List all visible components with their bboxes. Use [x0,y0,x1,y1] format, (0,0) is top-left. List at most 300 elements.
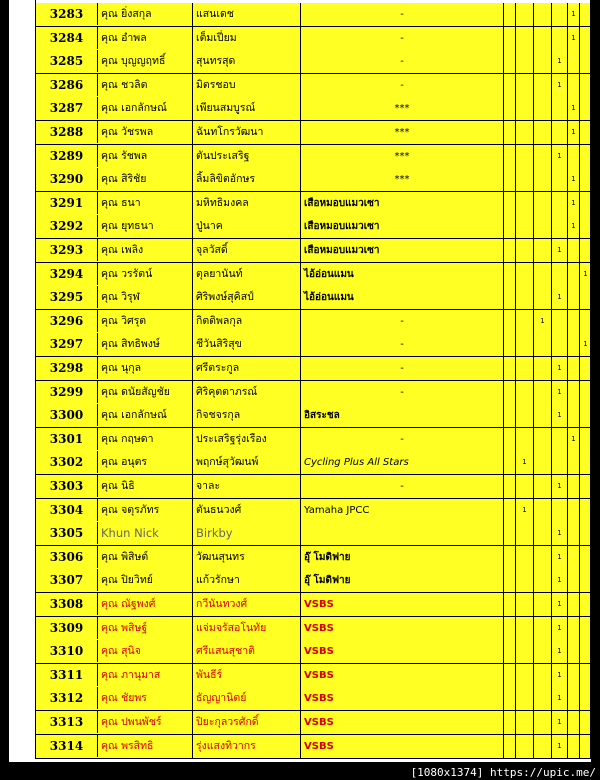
category-flag [579,381,591,404]
category-flag [503,569,515,592]
category-flag [503,381,515,404]
rider-first-name [97,50,192,72]
category-flag: 1 [533,310,551,333]
first-name: ภานุมาส [121,668,161,681]
team-name: - [300,74,503,97]
first-name: วิศรุต [121,314,147,327]
table-row [35,50,591,74]
category-flag [515,569,533,592]
team-name: - [300,475,503,498]
category-flag [533,546,551,569]
category-flag: 1 [567,97,579,120]
category-flag [503,640,515,663]
category-flag [567,74,579,97]
category-flag [551,428,567,451]
name-prefix: คุณ [101,220,122,233]
category-flag [533,286,551,309]
category-flag [579,617,591,640]
category-flag [567,333,579,356]
category-flag [503,735,515,758]
team-name: เสือหมอบแมวเซา [300,239,503,262]
name-prefix: คุณ [101,149,122,162]
category-flag [533,475,551,498]
table-row [35,404,591,428]
rider-number: 3294 [35,263,97,286]
team-name: VSBS [300,593,503,616]
category-flag [533,687,551,710]
rider-first-name [97,451,192,473]
sheet [9,0,591,762]
rider-first-name [97,617,192,639]
first-name: วัชรพล [121,126,154,138]
name-prefix: คุณ [101,385,122,398]
rider-number: 3291 [35,192,97,215]
category-flag [533,168,551,191]
team-name: VSBS [300,640,503,663]
name-prefix: คุณ [101,739,122,752]
category-flag [503,451,515,474]
team-name: Cycling Plus All Stars [300,451,503,474]
rider-last-name: ประเสริฐรุ่งเรือง [192,428,300,451]
team-name: - [300,310,503,333]
category-flag [533,145,551,168]
name-prefix: Khun [101,526,135,541]
category-flag [579,687,591,710]
category-flag [503,263,515,286]
rider-first-name [97,522,192,544]
category-flag [515,381,533,404]
name-prefix: คุณ [101,503,122,516]
category-flag: 1 [551,74,567,97]
category-flag [579,215,591,238]
team-name: - [300,381,503,404]
category-flag [567,687,579,710]
category-flag [579,404,591,427]
category-flag [533,569,551,592]
category-flag: 1 [567,27,579,50]
category-flag [533,593,551,616]
category-flag [567,451,579,474]
category-flag [503,593,515,616]
name-prefix: คุณ [101,668,122,681]
category-flag: 1 [551,381,567,404]
category-flag [533,404,551,427]
table-row [35,546,591,570]
team-name: - [300,357,503,380]
table-row [35,168,591,192]
category-flag [503,617,515,640]
category-flag [515,333,533,356]
team-name: ไอ้อ่อนแมน [300,286,503,309]
rider-last-name: ตันธนวงศ์ [192,499,300,522]
rider-last-name: แจ่มจรัสอโนทัย [192,617,300,640]
rider-first-name [97,687,192,709]
category-flag [567,404,579,427]
category-flag [567,640,579,663]
first-name: ชวลิต [121,78,148,91]
rider-first-name [97,168,192,190]
table-row [35,499,591,523]
category-flag [503,475,515,498]
rider-first-name [97,97,192,119]
rider-number: 3313 [35,711,97,734]
rider-last-name: เพียนสมบูรณ์ [192,97,300,120]
team-name: อุ๊ โมดิฟาย [300,569,503,592]
first-name: วิรุฬ [121,291,140,304]
category-flag [503,3,515,26]
category-flag [533,617,551,640]
table-row [35,617,591,641]
rider-first-name [97,3,192,25]
team-name: *** [300,97,503,120]
rider-last-name: ปิยะกุลวรศักดิ์ [192,711,300,734]
table-row [35,121,591,145]
name-prefix: คุณ [101,716,122,728]
rider-last-name: มิตรชอบ [192,74,300,97]
category-flag [515,735,533,758]
name-prefix: คุณ [101,291,122,304]
category-flag [533,3,551,26]
table-row [35,640,591,664]
team-name [300,522,503,545]
category-flag [533,50,551,73]
rider-number: 3297 [35,333,97,356]
name-prefix: คุณ [101,598,122,610]
category-flag [533,121,551,144]
rider-first-name [97,121,192,143]
category-flag [515,664,533,687]
category-flag [503,546,515,569]
category-flag [533,239,551,262]
rider-last-name: กิจชจรกุล [192,404,300,427]
table-row [35,664,591,688]
category-flag [515,121,533,144]
category-flag [579,168,591,191]
rider-last-name: เต็มเปี่ยม [192,27,300,50]
rider-number: 3284 [35,27,97,50]
category-flag [515,404,533,427]
first-name: ยุทธนา [121,220,154,233]
category-flag [503,168,515,191]
category-flag [503,192,515,215]
team-name: *** [300,145,503,168]
category-flag [579,593,591,616]
category-flag [503,664,515,687]
rider-first-name [97,593,192,615]
first-name: ยิ่งสกุล [121,8,152,20]
rider-number: 3304 [35,499,97,522]
category-flag: 1 [551,50,567,73]
table-row [35,145,591,169]
category-flag [515,215,533,238]
name-prefix: คุณ [101,102,122,115]
category-flag [551,215,567,238]
rider-number: 3288 [35,121,97,144]
rider-number: 3296 [35,310,97,333]
rider-number: 3290 [35,168,97,191]
first-name: พรสิทธิ [121,739,154,752]
category-flag [515,310,533,333]
category-flag [533,499,551,522]
category-flag [567,617,579,640]
first-name: รัชพล [121,149,148,162]
category-flag [515,428,533,451]
rider-number: 3292 [35,215,97,238]
first-name: ชัยพร [121,692,147,705]
name-prefix: คุณ [101,267,122,280]
team-name: VSBS [300,735,503,758]
rider-number: 3289 [35,145,97,168]
rider-number: 3295 [35,286,97,309]
rider-number: 3287 [35,97,97,120]
name-prefix: คุณ [101,8,122,20]
table-row [35,357,591,381]
category-flag: 1 [551,617,567,640]
name-prefix: คุณ [101,173,122,186]
category-flag [503,74,515,97]
name-prefix: คุณ [101,550,122,563]
category-flag [533,664,551,687]
category-flag [579,664,591,687]
rider-first-name [97,239,192,261]
rider-last-name: ฉันทโกรวัฒนา [192,121,300,144]
rider-number: 3305 [35,522,97,545]
first-name: อำพล [121,31,147,44]
first-name: พิสิษต์ [121,550,149,563]
table-row [35,381,591,405]
category-flag [533,215,551,238]
category-flag [579,451,591,474]
rider-last-name: ศิริคุตตาภรณ์ [192,381,300,404]
name-prefix: คุณ [101,78,122,91]
category-flag: 1 [551,664,567,687]
table-row [35,569,591,593]
first-name: อนุตร [121,456,148,469]
category-flag [503,310,515,333]
first-name: ปพนพัชร์ [121,716,162,728]
name-prefix: คุณ [101,645,122,658]
team-name: - [300,27,503,50]
category-flag [579,522,591,545]
category-flag [503,687,515,710]
category-flag [515,97,533,120]
rider-number: 3303 [35,475,97,498]
first-name: สุนิจ [121,645,141,658]
category-flag [567,475,579,498]
category-flag [503,711,515,734]
rider-first-name [97,145,192,167]
rider-number: 3286 [35,74,97,97]
category-flag [567,499,579,522]
category-flag [567,357,579,380]
first-name: นุกุล [121,362,142,374]
category-flag [515,145,533,168]
category-flag [515,617,533,640]
first-name: ณัฐพงศ์ [121,598,156,610]
category-flag [551,263,567,286]
rider-first-name [97,310,192,332]
category-flag [503,50,515,73]
rider-number: 3311 [35,664,97,687]
category-flag: 1 [579,333,591,356]
rider-first-name [97,27,192,49]
category-flag [533,97,551,120]
first-name: เพลิง [121,244,144,256]
category-flag [515,687,533,710]
category-flag [567,522,579,545]
rider-last-name: จาละ [192,475,300,498]
category-flag [579,310,591,333]
category-flag [515,711,533,734]
category-flag: 1 [567,215,579,238]
category-flag [579,74,591,97]
rider-last-name: พันธีร์ [192,664,300,687]
rider-number: 3312 [35,687,97,710]
category-flag: 1 [567,192,579,215]
category-flag: 1 [551,687,567,710]
category-flag [579,121,591,144]
rider-number: 3314 [35,735,97,758]
rider-first-name [97,711,192,733]
table-row [35,192,591,216]
category-flag [515,475,533,498]
first-name: ปิยวิทย์ [121,574,153,587]
category-flag [503,239,515,262]
category-flag [533,357,551,380]
team-name: VSBS [300,617,503,640]
category-flag [503,333,515,356]
category-flag [567,381,579,404]
team-name: *** [300,121,503,144]
name-prefix: คุณ [101,456,122,469]
name-prefix: คุณ [101,409,122,422]
category-flag [503,145,515,168]
table-row [35,74,591,98]
category-flag [533,640,551,663]
category-flag: 1 [551,475,567,498]
first-name: เอกลักษณ์ [121,409,167,422]
category-flag [567,569,579,592]
name-prefix: คุณ [101,244,122,256]
category-flag: 1 [515,499,533,522]
table-row [35,333,591,357]
first-name: Nick [134,526,159,541]
category-flag [567,239,579,262]
team-name: - [300,428,503,451]
category-flag [515,546,533,569]
rider-last-name: จุลวัสดิ์ [192,239,300,262]
category-flag [551,333,567,356]
category-flag [567,263,579,286]
rider-number: 3283 [35,3,97,26]
name-prefix: คุณ [101,362,122,374]
category-flag [503,357,515,380]
category-flag [579,711,591,734]
category-flag [515,27,533,50]
rider-last-name: ศรีตระกูล [192,357,300,380]
category-flag [567,546,579,569]
category-flag [567,50,579,73]
table-row [35,215,591,239]
rider-last-name: Birkby [192,522,300,545]
first-name: พสิษฐ์ [121,621,148,634]
team-name: - [300,3,503,26]
rider-last-name: มหิทธิมงคล [192,192,300,215]
category-flag [567,593,579,616]
category-flag [515,192,533,215]
category-flag [503,404,515,427]
category-flag [533,428,551,451]
first-name: ดนัยสัญชัย [121,385,170,398]
rider-last-name: ศิริพงษ์สุคิสป์ [192,286,300,309]
rider-last-name: ตันประเสริฐ [192,145,300,168]
rider-first-name [97,404,192,426]
category-flag [567,711,579,734]
rider-number: 3308 [35,593,97,616]
team-name: VSBS [300,687,503,710]
table-row [35,27,591,51]
category-flag [551,3,567,26]
category-flag [579,239,591,262]
category-flag [579,475,591,498]
category-flag [551,121,567,144]
category-flag [579,27,591,50]
first-name: กฤษดา [121,432,154,445]
category-flag [567,310,579,333]
team-name: อิสระชล [300,404,503,427]
category-flag [579,640,591,663]
category-flag: 1 [515,451,533,474]
category-flag: 1 [551,286,567,309]
first-name: วรรัตน์ [121,267,153,280]
category-flag [567,286,579,309]
category-flag: 1 [551,239,567,262]
rider-last-name: ตุลยานันท์ [192,263,300,286]
table-row [35,593,591,617]
rider-first-name [97,192,192,214]
category-flag [503,522,515,545]
category-flag [567,735,579,758]
name-prefix: คุณ [101,126,122,138]
category-flag: 1 [551,145,567,168]
category-flag [533,522,551,545]
team-name: เสือหมอบแมวเซา [300,192,503,215]
category-flag: 1 [551,593,567,616]
category-flag [579,3,591,26]
category-flag [515,522,533,545]
category-flag: 1 [567,3,579,26]
first-name: สิริชัย [121,173,147,186]
category-flag [515,263,533,286]
table-row [35,711,591,735]
category-flag [533,192,551,215]
table-row [35,263,591,287]
name-prefix: คุณ [101,196,122,209]
first-name: สิทธิพงษ์ [121,338,160,351]
rider-last-name: สุนทรสุด [192,50,300,73]
rider-first-name [97,333,192,355]
first-name: นิธิ [121,480,135,492]
rider-number: 3299 [35,381,97,404]
name-prefix: คุณ [101,692,122,705]
category-flag [503,286,515,309]
rider-last-name: วัฒนสุนทร [192,546,300,569]
first-name: ธนา [121,196,141,209]
name-prefix: คุณ [101,621,122,634]
category-flag [579,286,591,309]
name-prefix: คุณ [101,314,122,327]
team-name: - [300,333,503,356]
